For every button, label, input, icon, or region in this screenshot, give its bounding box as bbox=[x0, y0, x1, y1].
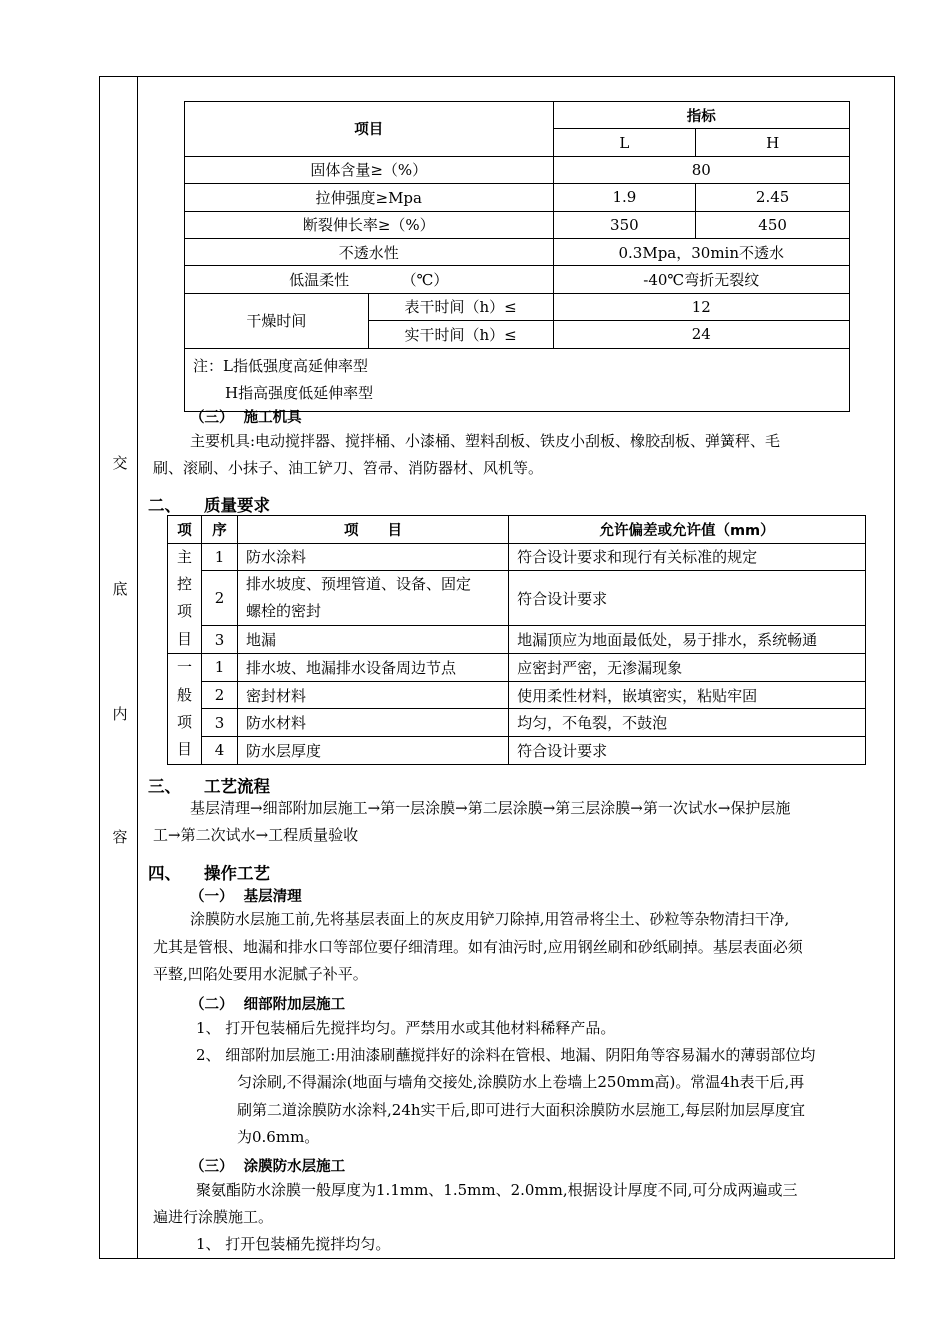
operation-s2-heading: （二） 细部附加层施工 bbox=[190, 997, 346, 1013]
side-column-divider bbox=[137, 76, 138, 1259]
tools-line2: 刷、滚刷、小抹子、油工铲刀、笤帚、消防器材、风机等。 bbox=[153, 459, 544, 477]
operation-s3-line2: 遍进行涂膜施工。 bbox=[153, 1208, 274, 1226]
table-row bbox=[168, 626, 866, 654]
quality-name: 防水层厚度 bbox=[237, 737, 508, 765]
quality-seq: 1 bbox=[201, 543, 237, 571]
quality-value: 均匀，不龟裂，不鼓泡 bbox=[509, 709, 866, 737]
quality-name-line: 排水坡度、预埋管道、设备、固定 bbox=[245, 575, 471, 594]
quality-name: 防水材料 bbox=[237, 709, 508, 737]
quality-name: 密封材料 bbox=[237, 681, 508, 709]
spec-note bbox=[185, 348, 850, 411]
spec-value: -40℃弯折无裂纹 bbox=[553, 266, 850, 293]
spec-value-H: 450 bbox=[696, 211, 850, 238]
quality-main-label-char: 主 bbox=[176, 547, 192, 566]
spec-dry-time-label: 干燥时间 bbox=[185, 293, 369, 348]
quality-value: 地漏顶应为地面最低处，易于排水，系统畅通 bbox=[509, 626, 866, 654]
spec-value-L: 1.9 bbox=[553, 184, 696, 211]
quality-seq: 3 bbox=[201, 709, 237, 737]
spec-value: 80 bbox=[553, 156, 850, 183]
operation-s3-line1: 聚氨酯防水涂膜一般厚度为1.1mm、1.5mm、2.0mm,根据设计厚度不同,可分成两遍或三 bbox=[196, 1181, 798, 1199]
process-line2: 工→第二次试水→工程质量验收 bbox=[153, 826, 359, 844]
tools-heading: （三） 施工机具 bbox=[190, 410, 302, 426]
quality-value: 符合设计要求 bbox=[509, 571, 866, 626]
operation-s3-item1: 1、 打开包装桶先搅拌均匀。 bbox=[196, 1235, 391, 1253]
spec-header-L: L bbox=[553, 129, 696, 156]
spec-header-item: 项目 bbox=[185, 102, 554, 157]
operation-s1-line1: 涂膜防水层施工前,先将基层表面上的灰皮用铲刀除掉,用笤帚将尘土、砂粒等杂物清扫干净, bbox=[190, 910, 790, 928]
quality-value: 应密封严密，无渗漏现象 bbox=[509, 654, 866, 682]
quality-seq: 3 bbox=[201, 626, 237, 654]
quality-col-seq: 序 bbox=[201, 516, 237, 544]
table-row bbox=[168, 709, 866, 737]
operation-s1-line3: 平整,凹陷处要用水泥腻子补平。 bbox=[153, 965, 368, 983]
spec-name: 断裂伸长率≥（%） bbox=[185, 211, 554, 238]
table-row bbox=[185, 211, 850, 238]
quality-name-multiline bbox=[237, 571, 508, 626]
quality-name: 防水涂料 bbox=[237, 543, 508, 571]
quality-seq: 1 bbox=[201, 654, 237, 682]
spec-value: 24 bbox=[553, 321, 850, 348]
operation-s1-line2: 尤其是管根、地漏和排水口等部位要仔细清理。如有油污时,应用钢丝刷和砂纸刷掉。基层表面必须 bbox=[153, 938, 803, 956]
quality-value: 符合设计要求 bbox=[509, 737, 866, 765]
quality-seq: 2 bbox=[201, 571, 237, 626]
table-row bbox=[168, 571, 866, 626]
quality-name: 排水坡、地漏排水设备周边节点 bbox=[237, 654, 508, 682]
operation-s1-heading: （一） 基层清理 bbox=[190, 889, 302, 905]
operation-s3-heading: （三） 涂膜防水层施工 bbox=[190, 1159, 346, 1175]
table-row bbox=[168, 654, 866, 682]
operation-s2-item2-line2: 匀涂刷,不得漏涂(地面与墙角交接处,涂膜防水上卷墙上250mm高)。常温4h表干后,再 bbox=[237, 1073, 805, 1091]
side-label-char-3: 内 bbox=[112, 705, 128, 723]
table-row bbox=[168, 543, 866, 571]
spec-name: 实干时间（h）≤ bbox=[368, 321, 553, 348]
operation-s2-item2-line1: 2、 细部附加层施工:用油漆刷蘸搅拌好的涂料在管根、地漏、阴阳角等容易漏水的薄弱部位均 bbox=[196, 1046, 816, 1064]
tools-line1: 主要机具:电动搅拌器、搅拌桶、小漆桶、塑料刮板、铁皮小刮板、橡胶刮板、弹簧秤、毛 bbox=[190, 432, 781, 450]
quality-main-label-char: 目 bbox=[176, 629, 192, 648]
operation-s2-item2-line3: 刷第二道涂膜防水涂料,24h实干后,即可进行大面积涂膜防水层施工,每层附加层厚度宜 bbox=[237, 1101, 806, 1119]
spec-table bbox=[184, 101, 850, 412]
quality-col-item: 项 bbox=[168, 516, 202, 544]
quality-col-name: 项 目 bbox=[237, 516, 508, 544]
spec-header-H: H bbox=[696, 129, 850, 156]
quality-heading: 二、 质量要求 bbox=[148, 496, 270, 515]
operation-heading: 四、 操作工艺 bbox=[148, 864, 270, 883]
process-heading: 三、 工艺流程 bbox=[148, 777, 270, 796]
quality-general-label bbox=[168, 654, 202, 765]
quality-value: 符合设计要求和现行有关标准的规定 bbox=[509, 543, 866, 571]
table-row bbox=[185, 266, 850, 293]
spec-value-L: 350 bbox=[553, 211, 696, 238]
table-row bbox=[185, 156, 850, 183]
quality-main-label-char: 控 bbox=[176, 574, 192, 593]
quality-table bbox=[167, 515, 866, 765]
table-row bbox=[168, 737, 866, 765]
quality-name-line: 螺栓的密封 bbox=[245, 602, 321, 621]
spec-name: 固体含量≥（%） bbox=[185, 156, 554, 183]
spec-name: 拉伸强度≥Mpa bbox=[185, 184, 554, 211]
quality-value: 使用柔性材料，嵌填密实，粘贴牢固 bbox=[509, 681, 866, 709]
quality-general-label-char: 一 bbox=[176, 658, 192, 677]
quality-seq: 4 bbox=[201, 737, 237, 765]
quality-col-value: 允许偏差或允许值（mm） bbox=[509, 516, 866, 544]
operation-s2-item2-line4: 为0.6mm。 bbox=[237, 1128, 320, 1146]
spec-value: 0.3Mpa，30min不透水 bbox=[553, 238, 850, 265]
side-label-char-1: 交 bbox=[112, 454, 128, 472]
spec-name: 不透水性 bbox=[185, 238, 554, 265]
operation-s2-item1: 1、 打开包装桶后先搅拌均匀。严禁用水或其他材料稀释产品。 bbox=[196, 1019, 616, 1037]
quality-seq: 2 bbox=[201, 681, 237, 709]
quality-general-label-char: 目 bbox=[176, 740, 192, 759]
side-label-char-2: 底 bbox=[112, 580, 128, 598]
table-row bbox=[168, 681, 866, 709]
spec-name: 表干时间（h）≤ bbox=[368, 293, 553, 320]
quality-main-label bbox=[168, 543, 202, 654]
quality-name: 地漏 bbox=[237, 626, 508, 654]
spec-value: 12 bbox=[553, 293, 850, 320]
spec-note-line1: 注：L指低强度高延伸率型 bbox=[193, 356, 368, 375]
process-line1: 基层清理→细部附加层施工→第一层涂膜→第二层涂膜→第三层涂膜→第一次试水→保护层施 bbox=[190, 799, 791, 817]
spec-value-H: 2.45 bbox=[696, 184, 850, 211]
table-row bbox=[185, 293, 850, 320]
side-label-char-4: 容 bbox=[112, 828, 128, 846]
table-row bbox=[185, 184, 850, 211]
spec-note-line2: H指高强度低延伸率型 bbox=[225, 383, 374, 402]
quality-general-label-char: 般 bbox=[176, 685, 192, 704]
table-row bbox=[185, 238, 850, 265]
spec-header-index: 指标 bbox=[553, 102, 850, 129]
quality-general-label-char: 项 bbox=[176, 712, 192, 731]
quality-main-label-char: 项 bbox=[176, 602, 192, 621]
spec-name: 低温柔性 （℃） bbox=[185, 266, 554, 293]
